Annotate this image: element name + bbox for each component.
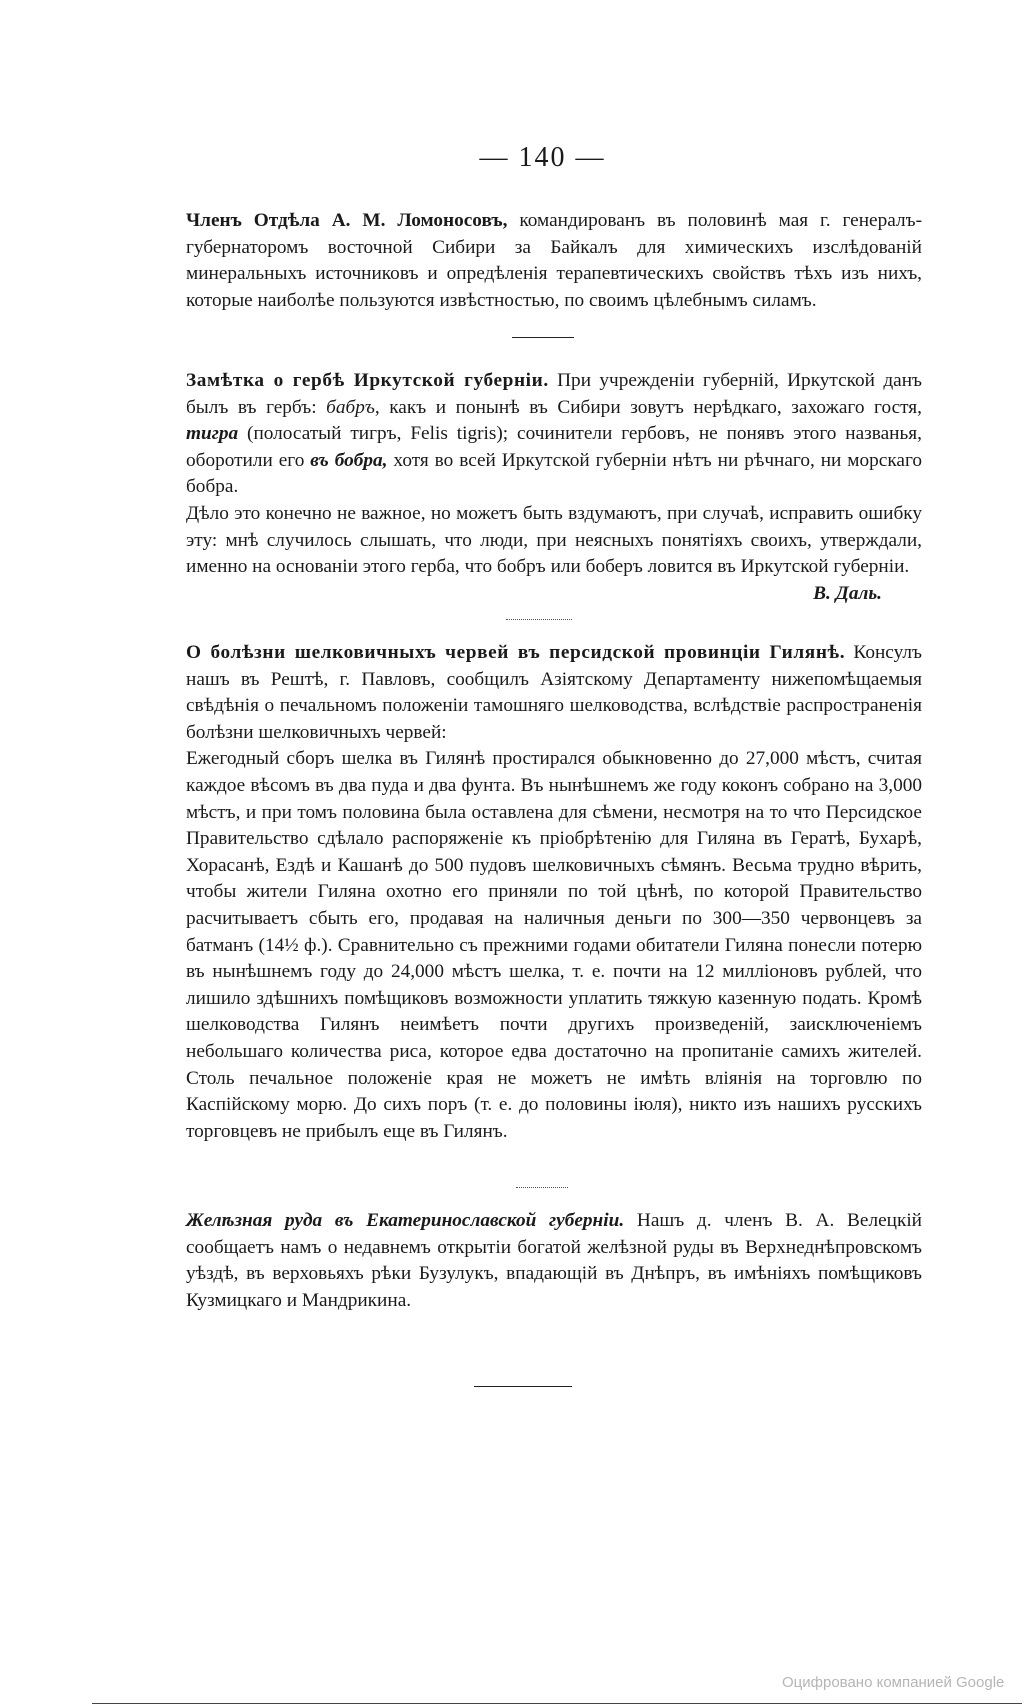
paragraph-text: , какъ и понынѣ въ Сибири зовутъ нерѣдкаго, захожаго гостя, [374,396,922,418]
paragraph-text: Нашъ д. членъ В. А. Велецкій сообщаетъ намъ о недавнемъ открытіи богатой желѣзной руды въ Верхнеднѣпровскомъ уѣздѣ, въ верховьяхъ рѣки Бузулукъ, впадающій въ Днѣпръ, въ имѣніяхъ помѣщиковъ Кузмицкаго и Мандрикина. [186,1210,922,1311]
term-tigra: тигра [186,423,239,445]
paragraph-text: Дѣло это конечно не важное, но можетъ быть вздумаютъ, при случаѣ, исправить ошибку эту: мнѣ случилось слышать, что люди, при неясныхъ понятіяхъ своихъ, утверждали, именно на основаніи этого герба, что бобръ или боберъ ловится въ Иркутской губерніи. [186,502,922,578]
section-heading: О болѣзни шелковичныхъ червей въ персидской провинціи Гилянѣ. [186,642,846,663]
paragraph-text: (полосатый тигръ, Felis tigris); сочинители гербовъ, не понявъ этого названья, оборотили его [186,423,922,471]
paragraph-text: Консулъ нашъ въ Рештѣ, г. Павловъ, сообщилъ Азіятскому Департаменту нижепомѣщаемыя свѣдѣнія о печальномъ положеніи тамошняго шелководства, вслѣдствіе распространенія болѣзни шелковичныхъ червей: [186,642,922,743]
paragraph-text: При учрежденіи губерній, Иркутской данъ былъ въ гербъ: [186,370,923,418]
term-babr: бабръ [326,396,375,418]
section-irkutsk-coat-of-arms [186,368,922,607]
paragraph [186,208,922,314]
paragraph [186,368,922,501]
section-divider [506,619,572,620]
paragraph [186,501,922,581]
section-divider [516,1187,568,1188]
lead-text: Членъ Отдѣла А. М. Ломоносовъ, [186,210,508,231]
paragraph [186,746,922,1145]
digitization-watermark: Оцифровано компанией Google [782,1674,1005,1691]
paragraph-text: хотя во всей Иркутской губерніи нѣтъ ни рѣчнаго, ни морскаго бобра. [186,449,923,498]
term-bobra: въ бобра, [310,449,388,471]
page-number: — 140 — [479,142,606,173]
section-divider [512,337,574,338]
end-divider [474,1386,572,1387]
paragraph-body: командированъ въ половинѣ мая г. генералъ-губернаторомъ восточной Сибири за Байкалъ для химическихъ изслѣдованій минеральныхъ источниковъ и опредѣленія терапевтическихъ свойствъ тѣхъ изъ нихъ, которые наиболѣе пользуются извѣстностью, по своимъ цѣлебнымъ силамъ. [186,210,922,311]
paragraph [186,1208,922,1314]
signature: В. Даль. [813,582,882,604]
section-heading: Замѣтка о гербѣ Иркутской губерніи. [186,370,549,391]
paragraph [186,640,922,746]
signature-line [186,581,922,608]
paragraph-text: Ежегодный сборъ шелка въ Гилянѣ простирался обыкновенно до 27,000 мѣстъ, считая каждое вѣсомъ въ два пуда и два фунта. Въ нынѣшнемъ же году коконъ собрано на 3,000 мѣстъ, и при томъ половина была оставлена для сѣмени, несмотря на то что Персидское Правительство сдѣлало распоряженіе къ пріобрѣтенію для Гиляна въ Гератѣ, Бухарѣ, Хорасанѣ, Ездѣ и Кашанѣ до 500 пудовъ шелковичныхъ сѣмянъ. Весьма трудно вѣрить, чтобы жители Гиляна охотно его приняли по той цѣнѣ, по которой Правительство расчитываетъ сбыть его, продавая на наличныя деньги по 300—350 червонцевъ за батманъ (14½ ф.). Сравнительно съ прежними годами обитатели Гиляна понесли потерю въ нынѣшнемъ году до 24,000 мѣстъ шелка, т. е. почти на 12 милліоновъ рублей, что лишило здѣшнихъ помѣщиковъ возможности уплатить тяжкую казенную подать. Кромѣ шелководства Гилянъ неимѣетъ почти другихъ произведеній, заисключеніемъ небольшаго количества риса, которое едва достаточно на пропитаніе самихъ жителей. Столь печальное положеніе края не можетъ не имѣть вліянія на торговлю по Каспійскому морю. До сихъ поръ (т. е. до половины іюля), никто изъ нашихъ русскихъ торговцевъ не прибылъ еще въ Гилянъ. [186,748,922,1142]
section-heading: Желѣзная руда въ Екатеринославской губерніи. [186,1210,625,1231]
section-iron-ore [186,1208,922,1314]
section-silkworm-disease [186,640,922,1145]
section-lomonosov [186,208,922,314]
